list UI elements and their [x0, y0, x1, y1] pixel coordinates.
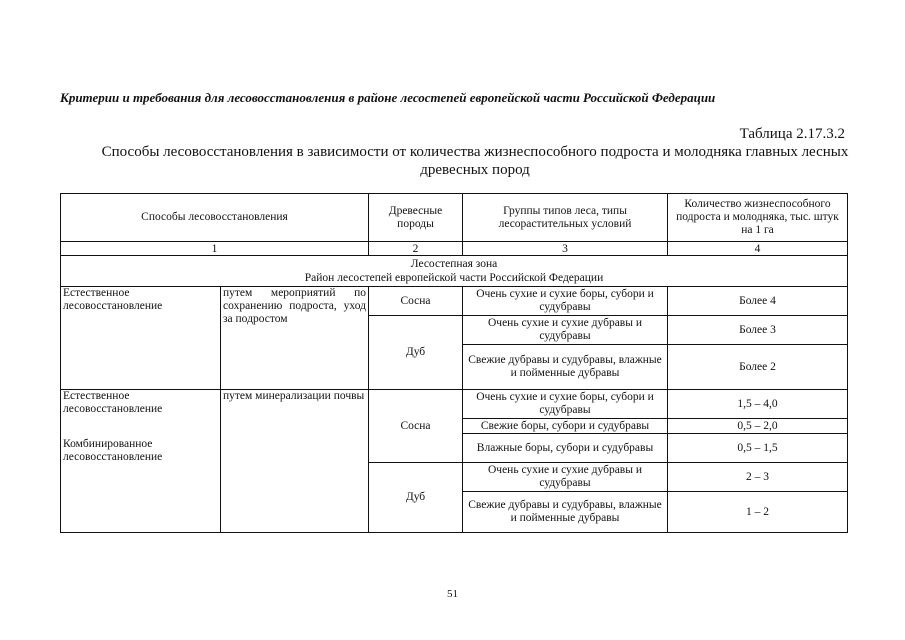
- amount-cell: Более 4: [668, 287, 848, 316]
- reforestation-table: [60, 193, 848, 533]
- column-number-4: 4: [668, 242, 848, 256]
- header-species: Древесные породы: [369, 194, 463, 242]
- forest-type-cell: Очень сухие и сухие боры, субори и судубравы: [463, 287, 668, 316]
- group1-pine: Сосна: [369, 287, 463, 316]
- table-row: [61, 390, 848, 419]
- table-row: [61, 287, 848, 316]
- group2-method-combined: Комбинированное лесовосстановление: [63, 438, 163, 463]
- amount-cell: Более 2: [668, 345, 848, 390]
- forest-type-cell: Влажные боры, субори и судубравы: [463, 434, 668, 463]
- amount-cell: 2 – 3: [668, 463, 848, 492]
- amount-cell: 0,5 – 1,5: [668, 434, 848, 463]
- group1-oak: Дуб: [369, 316, 463, 390]
- column-number-row: [61, 242, 848, 256]
- header-quantity: Количество жизнеспособного подроста и молодняка, тыс. штук на 1 га: [668, 194, 848, 242]
- group2-method-gap: [63, 416, 218, 438]
- forest-type-cell: Очень сухие и сухие боры, субори и судубравы: [463, 390, 668, 419]
- column-number-2: 2: [369, 242, 463, 256]
- group2-pine: Сосна: [369, 390, 463, 463]
- group2-method-natural: Естественное лесовосстановление: [63, 390, 163, 415]
- group2-oak: Дуб: [369, 463, 463, 533]
- forest-type-cell: Свежие дубравы и судубравы, влажные и пойменные дубравы: [463, 492, 668, 533]
- table-header-row: [61, 194, 848, 242]
- page-number: 51: [447, 588, 458, 600]
- zone-row: [61, 256, 848, 287]
- forest-type-cell: Очень сухие и сухие дубравы и судубравы: [463, 463, 668, 492]
- forest-type-cell: Свежие дубравы и судубравы, влажные и пойменные дубравы: [463, 345, 668, 390]
- table-caption: Способы лесовосстановления в зависимости от количества жизнеспособного подроста и молодняка главных лесных древесных пород: [101, 144, 849, 178]
- group1-means: путем мероприятий по сохранению подроста, уход за подростом: [221, 287, 369, 390]
- group1-method: Естественное лесовосстановление: [61, 287, 221, 390]
- header-forest-types: Группы типов леса, типы лесорастительных условий: [463, 194, 668, 242]
- zone-region: Район лесостепей европейской части Российской Федерации: [304, 272, 604, 284]
- forest-type-cell: Очень сухие и сухие дубравы и судубравы: [463, 316, 668, 345]
- column-number-3: 3: [463, 242, 668, 256]
- group2-means: путем минерализации почвы: [221, 390, 369, 533]
- group2-methods: [61, 390, 221, 533]
- amount-cell: 0,5 – 2,0: [668, 419, 848, 434]
- forest-type-cell: Свежие боры, субори и судубравы: [463, 419, 668, 434]
- amount-cell: 1 – 2: [668, 492, 848, 533]
- header-methods: Способы лесовосстановления: [61, 194, 369, 242]
- zone-name: Лесостепная зона: [410, 258, 498, 270]
- column-number-1: 1: [61, 242, 369, 256]
- document-heading: Критерии и требования для лесовосстановления в районе лесостепей европейской части Российской Федерации: [60, 90, 716, 105]
- amount-cell: Более 3: [668, 316, 848, 345]
- zone-cell: [61, 256, 848, 287]
- amount-cell: 1,5 – 4,0: [668, 390, 848, 419]
- table-number: Таблица 2.17.3.2: [739, 126, 845, 142]
